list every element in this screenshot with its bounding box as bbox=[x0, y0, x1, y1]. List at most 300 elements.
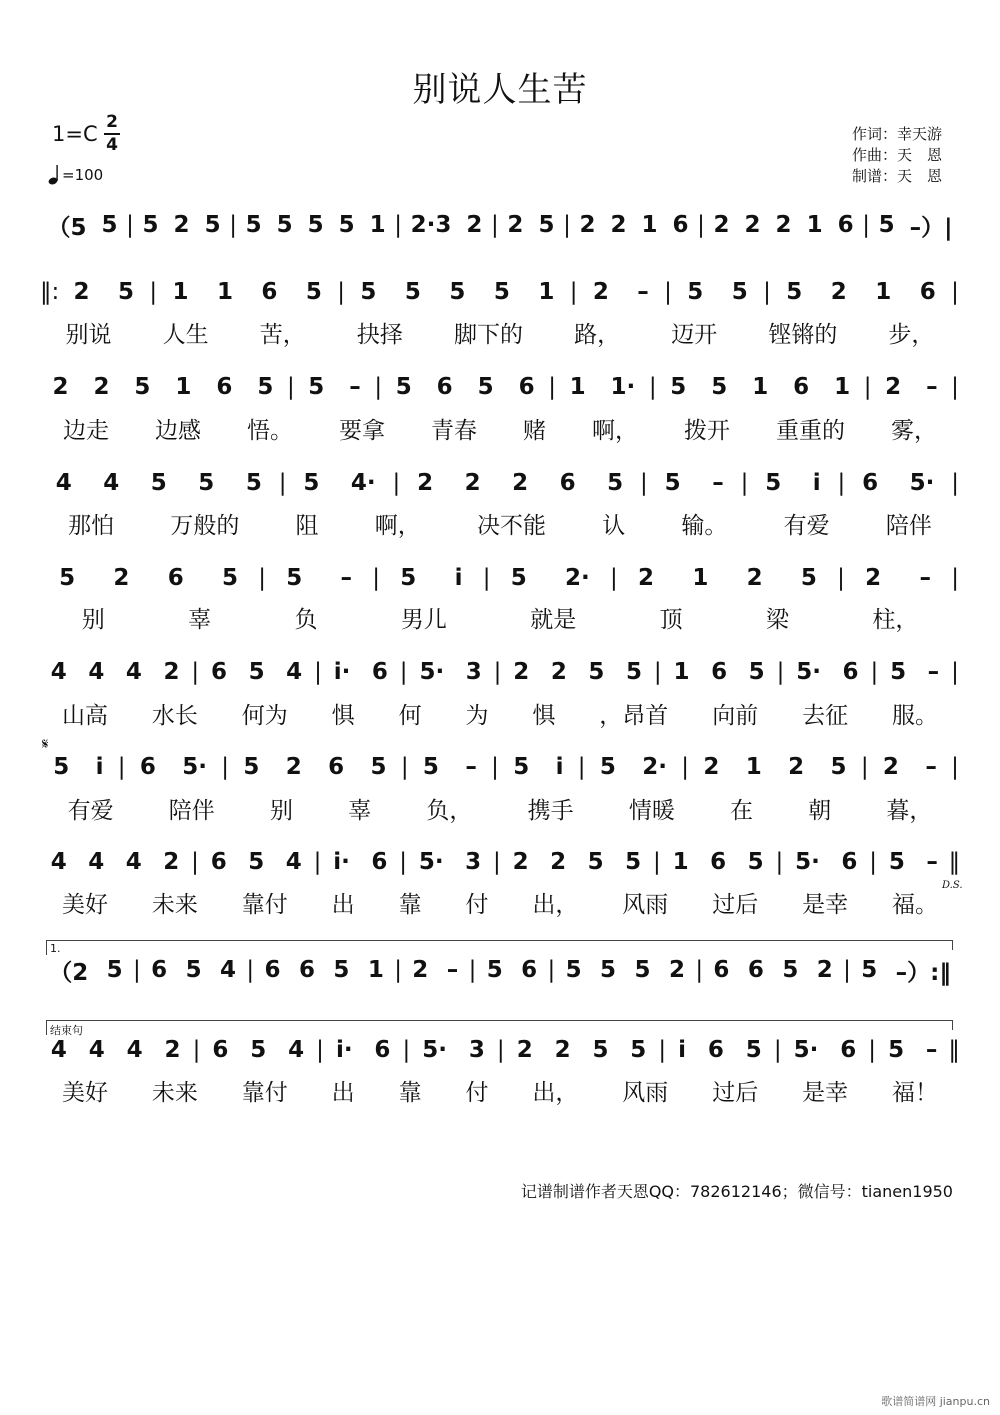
note: 1 bbox=[172, 279, 189, 305]
lyric-word: 那怕 bbox=[68, 513, 115, 539]
note: 5 bbox=[890, 659, 907, 685]
lyric-word: 是幸 bbox=[802, 1080, 849, 1106]
barline: | bbox=[697, 212, 705, 238]
note: 2 bbox=[703, 754, 720, 780]
lyric-line bbox=[40, 316, 960, 349]
note: 4 bbox=[288, 1037, 305, 1063]
note: 2 bbox=[788, 754, 805, 780]
note: 4 bbox=[125, 849, 142, 875]
notation-line bbox=[40, 657, 960, 687]
note: i bbox=[95, 754, 104, 780]
lyric-word: 携手 bbox=[527, 798, 574, 824]
note: 6 bbox=[842, 659, 859, 685]
note: 6 bbox=[559, 470, 576, 496]
barline: | bbox=[837, 470, 846, 496]
note: 6 bbox=[837, 212, 854, 238]
author-contact: 记谱制谱作者天恩QQ：782612146；微信号：tianen1950 bbox=[520, 1182, 953, 1201]
lyric-word: 何为 bbox=[241, 703, 288, 729]
note: 5 bbox=[134, 374, 151, 400]
note: 2 bbox=[713, 212, 730, 238]
note: 6 bbox=[139, 754, 156, 780]
barline: | bbox=[653, 659, 662, 685]
barline: | bbox=[652, 849, 661, 875]
barline: | bbox=[491, 754, 499, 780]
lyric-line bbox=[40, 1074, 960, 1107]
note: 5 bbox=[711, 374, 728, 400]
ds-mark: D.S. bbox=[942, 880, 963, 891]
barline: | bbox=[316, 1037, 324, 1063]
lyric-word: 梁 bbox=[765, 607, 789, 633]
note: 2 bbox=[513, 659, 530, 685]
note: – bbox=[919, 565, 931, 591]
lyric-line bbox=[40, 792, 960, 825]
lyric-word: 福。 bbox=[892, 892, 939, 918]
note: 6 bbox=[707, 1037, 724, 1063]
note: – bbox=[340, 565, 353, 591]
barline: | bbox=[491, 212, 499, 238]
note: 5 bbox=[599, 754, 616, 780]
time-sig-top: 2 bbox=[106, 112, 118, 132]
note: 5 bbox=[861, 957, 878, 983]
barline: | bbox=[191, 849, 199, 875]
segno-mark: 𝄋 bbox=[42, 735, 49, 753]
note: 5 bbox=[370, 754, 387, 780]
lyric-word: 靠付 bbox=[241, 1080, 288, 1106]
barline: | bbox=[394, 212, 403, 238]
note: 5 bbox=[607, 470, 624, 496]
barline: | bbox=[577, 754, 586, 780]
note: 2 bbox=[885, 374, 902, 400]
barline: | bbox=[951, 470, 959, 496]
note: 6 bbox=[713, 957, 730, 983]
arranger-credit: 制谱：天 恩 bbox=[852, 167, 943, 185]
note: 2· bbox=[642, 754, 667, 780]
note: 5 bbox=[395, 374, 412, 400]
barline: | bbox=[493, 659, 502, 685]
note: i bbox=[555, 754, 564, 780]
lyric-word: 服。 bbox=[892, 703, 939, 729]
note: 5 bbox=[748, 659, 765, 685]
note: 6 bbox=[518, 374, 535, 400]
note: 2·3 bbox=[410, 212, 452, 238]
note: i bbox=[678, 1037, 687, 1063]
lyric-word: 过后 bbox=[712, 892, 759, 918]
note: 5 bbox=[664, 470, 681, 496]
note: 2 bbox=[610, 212, 627, 238]
note: 2 bbox=[285, 754, 302, 780]
barline: | bbox=[563, 212, 571, 238]
lyric-line bbox=[40, 601, 960, 634]
note: 2 bbox=[412, 957, 429, 983]
lyric-word: 人生 bbox=[162, 322, 209, 348]
credits bbox=[852, 124, 942, 187]
note: 6 bbox=[793, 374, 810, 400]
lyric-line bbox=[40, 697, 960, 730]
lyric-word: 暮， bbox=[886, 798, 933, 824]
note: 1 bbox=[692, 565, 709, 591]
lyric-word: 出， bbox=[532, 892, 579, 918]
note: 5 bbox=[634, 957, 651, 983]
note: 2 bbox=[579, 212, 596, 238]
volta-1-bracket bbox=[46, 940, 952, 955]
note: 6 bbox=[298, 957, 315, 983]
lyric-word: 付 bbox=[465, 892, 489, 918]
note: 5 bbox=[307, 212, 324, 238]
ending-label: 结束句 bbox=[50, 1024, 83, 1037]
barline: | bbox=[313, 849, 322, 875]
note: 2 bbox=[73, 279, 90, 305]
lyric-word: 美好 bbox=[61, 1080, 108, 1106]
note: 4 bbox=[50, 659, 67, 685]
note: 6 bbox=[919, 279, 936, 305]
barline: ‖ bbox=[948, 1037, 960, 1063]
note: 5 bbox=[731, 279, 748, 305]
note: 2 bbox=[744, 212, 761, 238]
song-title: 别说人生苦 bbox=[412, 70, 588, 110]
note: 1 bbox=[806, 212, 823, 238]
barline: | bbox=[221, 754, 230, 780]
notation-line bbox=[40, 955, 960, 985]
note: 5 bbox=[53, 754, 70, 780]
lyric-word: 为 bbox=[465, 703, 489, 729]
barline: | bbox=[372, 565, 381, 591]
note: 5 bbox=[333, 957, 350, 983]
lyric-word: 拨开 bbox=[684, 418, 730, 444]
note: 5 bbox=[600, 957, 617, 983]
note: 5 bbox=[404, 279, 421, 305]
note: 6 bbox=[216, 374, 233, 400]
note: 6 bbox=[211, 659, 228, 685]
note: 2 bbox=[163, 659, 180, 685]
note: 1 bbox=[216, 279, 233, 305]
notation-line bbox=[40, 277, 960, 307]
volta-1-label: 1. bbox=[50, 942, 61, 955]
note: 5 bbox=[630, 1037, 647, 1063]
lyric-word: 靠付 bbox=[241, 892, 288, 918]
tempo-value: =100 bbox=[62, 166, 104, 184]
note: 5 bbox=[59, 565, 76, 591]
lyric-word: 出 bbox=[331, 892, 355, 918]
lyric-word: 别说 bbox=[65, 322, 112, 348]
note: 2 bbox=[512, 470, 529, 496]
note: 5 bbox=[588, 659, 605, 685]
note: – bbox=[925, 754, 937, 780]
note: 2 bbox=[550, 849, 567, 875]
barline: | bbox=[399, 849, 407, 875]
note: 4 bbox=[285, 849, 302, 875]
note: 5 bbox=[878, 212, 895, 238]
lyric-word: 福！ bbox=[892, 1080, 939, 1106]
lyric-word: 陪伴 bbox=[168, 798, 215, 824]
lyric-line bbox=[40, 507, 960, 540]
barline: | bbox=[740, 470, 749, 496]
note: 5 bbox=[449, 279, 466, 305]
barline: | bbox=[482, 565, 491, 591]
lyric-word: 啊， bbox=[592, 418, 638, 444]
note: 5 bbox=[286, 565, 303, 591]
note: 6 bbox=[710, 849, 727, 875]
note: 4· bbox=[350, 470, 376, 496]
note: 6 bbox=[436, 374, 453, 400]
note: 5 bbox=[592, 1037, 609, 1063]
note: 5 bbox=[305, 279, 322, 305]
note: 2 bbox=[775, 212, 792, 238]
note: （5 bbox=[47, 214, 87, 241]
lyric-word: 向前 bbox=[712, 703, 759, 729]
note: 2 bbox=[164, 1037, 181, 1063]
note: 1 bbox=[752, 374, 769, 400]
lyric-word: 风雨 bbox=[622, 1080, 669, 1106]
note: 2 bbox=[173, 212, 190, 238]
note: 5· bbox=[909, 470, 935, 496]
note: 6 bbox=[167, 565, 184, 591]
note: – bbox=[712, 470, 724, 496]
note: 5 bbox=[888, 849, 905, 875]
barline: | bbox=[863, 374, 872, 400]
barline: | bbox=[862, 212, 870, 238]
note: 1 bbox=[369, 212, 386, 238]
barline: | bbox=[837, 565, 845, 591]
note: 5 bbox=[248, 659, 265, 685]
barline: | bbox=[492, 849, 501, 875]
barline: | bbox=[776, 659, 785, 685]
note: 2 bbox=[516, 1037, 533, 1063]
barline: | bbox=[399, 659, 408, 685]
note: 2 bbox=[93, 374, 110, 400]
barline: | bbox=[402, 1037, 411, 1063]
note: 2 bbox=[507, 212, 524, 238]
note: 5 bbox=[250, 1037, 267, 1063]
note: 4 bbox=[220, 957, 237, 983]
lyricist-credit: 作词：幸天游 bbox=[852, 125, 943, 143]
note: 5 bbox=[513, 754, 530, 780]
barline: | bbox=[496, 1037, 505, 1063]
note: 5· bbox=[422, 1037, 448, 1063]
lyric-word: 未来 bbox=[151, 892, 198, 918]
lyric-word: 未来 bbox=[151, 1080, 198, 1106]
lyric-word: 要拿 bbox=[339, 418, 385, 444]
note: 1· bbox=[610, 374, 636, 400]
notation-line bbox=[40, 847, 960, 877]
barline: | bbox=[258, 565, 266, 591]
note: 4 bbox=[103, 470, 120, 496]
quarter-note-icon bbox=[48, 164, 60, 186]
note: 5 bbox=[198, 470, 215, 496]
watermark: 歌谱简谱网 jianpu.cn bbox=[881, 1395, 990, 1408]
note: 5 bbox=[747, 849, 764, 875]
lyric-word: 阻 bbox=[295, 513, 319, 539]
note: 6 bbox=[841, 849, 858, 875]
lyric-word: 认 bbox=[602, 513, 626, 539]
note: 5 bbox=[150, 470, 167, 496]
barline: | bbox=[658, 1037, 667, 1063]
barline: | bbox=[246, 957, 255, 983]
lyric-word: 啊， bbox=[374, 513, 421, 539]
lyric-word: 负， bbox=[426, 798, 473, 824]
lyric-word: 有爱 bbox=[67, 798, 114, 824]
lyric-word: 山高 bbox=[61, 703, 108, 729]
barline: | bbox=[951, 565, 959, 591]
notation-line bbox=[40, 468, 960, 498]
note: 5 bbox=[221, 565, 238, 591]
note: 5 bbox=[625, 849, 642, 875]
barline: | bbox=[400, 754, 409, 780]
lyric-word: ，昂首 bbox=[599, 703, 669, 729]
note: 2 bbox=[417, 470, 434, 496]
note: 2 bbox=[466, 212, 483, 238]
note: 5 bbox=[422, 754, 439, 780]
note: 4 bbox=[88, 849, 105, 875]
note: 6 bbox=[328, 754, 345, 780]
lyric-word: 悟。 bbox=[247, 418, 293, 444]
note: –）| bbox=[909, 214, 953, 241]
note: 4 bbox=[55, 470, 72, 496]
note: 6 bbox=[374, 1037, 391, 1063]
note: 5· bbox=[419, 659, 445, 685]
note: 5· bbox=[796, 659, 821, 685]
barline: | bbox=[763, 279, 771, 305]
note: 1 bbox=[745, 754, 762, 780]
note: 2 bbox=[52, 374, 69, 400]
note: 4 bbox=[125, 659, 142, 685]
note: i· bbox=[333, 659, 351, 685]
notation-line bbox=[40, 752, 960, 782]
lyric-word: 朝 bbox=[808, 798, 832, 824]
barline: | bbox=[133, 957, 141, 983]
tempo-marking bbox=[48, 164, 103, 186]
lyric-word: 去征 bbox=[802, 703, 849, 729]
lyric-word: 靠 bbox=[398, 1080, 422, 1106]
note: 2 bbox=[638, 565, 655, 591]
lyric-word: 脚下的 bbox=[453, 322, 523, 348]
note: 2 bbox=[554, 1037, 571, 1063]
note: 2 bbox=[830, 279, 847, 305]
note: 5· bbox=[182, 754, 207, 780]
note: 5· bbox=[418, 849, 444, 875]
time-sig-bottom: 4 bbox=[106, 135, 118, 155]
note: 5 bbox=[765, 470, 782, 496]
lyric-word: 柱， bbox=[872, 607, 919, 633]
note: 2 bbox=[464, 470, 481, 496]
barline: | bbox=[547, 957, 556, 983]
note: 1 bbox=[673, 659, 690, 685]
note: 3 bbox=[468, 1037, 485, 1063]
note: 2 bbox=[592, 279, 609, 305]
note: – bbox=[926, 374, 938, 400]
lyric-word: 美好 bbox=[61, 892, 108, 918]
note: i bbox=[812, 470, 821, 496]
note: – bbox=[926, 849, 938, 875]
note: 1 bbox=[672, 849, 689, 875]
barline: | bbox=[870, 659, 879, 685]
note: 2 bbox=[163, 849, 180, 875]
note: 3 bbox=[465, 659, 482, 685]
note: – bbox=[446, 957, 459, 983]
barline: | bbox=[191, 659, 200, 685]
barline: | bbox=[775, 849, 784, 875]
note: 5 bbox=[400, 565, 417, 591]
note: 5 bbox=[486, 957, 503, 983]
lyric-word: 在 bbox=[730, 798, 754, 824]
lyric-line bbox=[40, 886, 960, 919]
note: 1 bbox=[175, 374, 192, 400]
lyric-word: 靠 bbox=[398, 892, 422, 918]
barline: | bbox=[640, 470, 648, 496]
barline: | bbox=[951, 279, 959, 305]
barline: | bbox=[337, 279, 346, 305]
note: 6 bbox=[672, 212, 689, 238]
barline: | bbox=[394, 957, 402, 983]
note: 6 bbox=[264, 957, 281, 983]
note: 6 bbox=[711, 659, 728, 685]
note: – bbox=[465, 754, 477, 780]
note: 1 bbox=[834, 374, 851, 400]
barline: | bbox=[117, 754, 126, 780]
time-signature bbox=[103, 112, 121, 156]
note: 4 bbox=[126, 1037, 143, 1063]
note: 2 bbox=[746, 565, 763, 591]
note: i· bbox=[333, 849, 350, 875]
note: 5· bbox=[793, 1037, 819, 1063]
note: 5 bbox=[493, 279, 510, 305]
barline: | bbox=[648, 374, 657, 400]
note: 2· bbox=[565, 565, 590, 591]
note: 5 bbox=[888, 1037, 905, 1063]
lyric-word: 顶 bbox=[659, 607, 683, 633]
lyric-word: 出， bbox=[532, 1080, 579, 1106]
barline: | bbox=[610, 565, 618, 591]
barline: | bbox=[374, 374, 383, 400]
barline: | bbox=[569, 279, 578, 305]
lyric-word: 男儿 bbox=[400, 607, 447, 633]
barline: | bbox=[278, 470, 287, 496]
note: 2 bbox=[816, 957, 833, 983]
barline: | bbox=[843, 957, 851, 983]
note: 5 bbox=[800, 565, 817, 591]
lyric-word: 辜 bbox=[188, 607, 212, 633]
note: 1 bbox=[875, 279, 892, 305]
note: 5 bbox=[101, 212, 118, 238]
lyric-word: 水长 bbox=[151, 703, 198, 729]
note: 3 bbox=[465, 849, 482, 875]
note: – bbox=[927, 659, 940, 685]
note: 5 bbox=[248, 849, 265, 875]
note: 5 bbox=[830, 754, 847, 780]
barline: | bbox=[695, 957, 704, 983]
lyric-word: 边感 bbox=[155, 418, 201, 444]
note: 6 bbox=[212, 1037, 229, 1063]
note: 2 bbox=[113, 565, 130, 591]
note: 1 bbox=[367, 957, 384, 983]
lyric-word: 赌 bbox=[523, 418, 546, 444]
lyric-word: 路， bbox=[574, 322, 621, 348]
note: – bbox=[637, 279, 649, 305]
notation-line bbox=[40, 1035, 960, 1065]
note: i bbox=[454, 565, 463, 591]
note: 6 bbox=[862, 470, 879, 496]
note: 5 bbox=[276, 212, 293, 238]
note: 5 bbox=[477, 374, 494, 400]
note: 6 bbox=[371, 659, 388, 685]
note: –）:‖ bbox=[895, 959, 951, 986]
note: 5 bbox=[308, 374, 325, 400]
note: 5 bbox=[670, 374, 687, 400]
barline: | bbox=[392, 470, 401, 496]
barline: | bbox=[681, 754, 690, 780]
lyric-word: 过后 bbox=[712, 1080, 759, 1106]
barline: ‖ bbox=[948, 849, 961, 875]
notation-line bbox=[40, 372, 960, 402]
